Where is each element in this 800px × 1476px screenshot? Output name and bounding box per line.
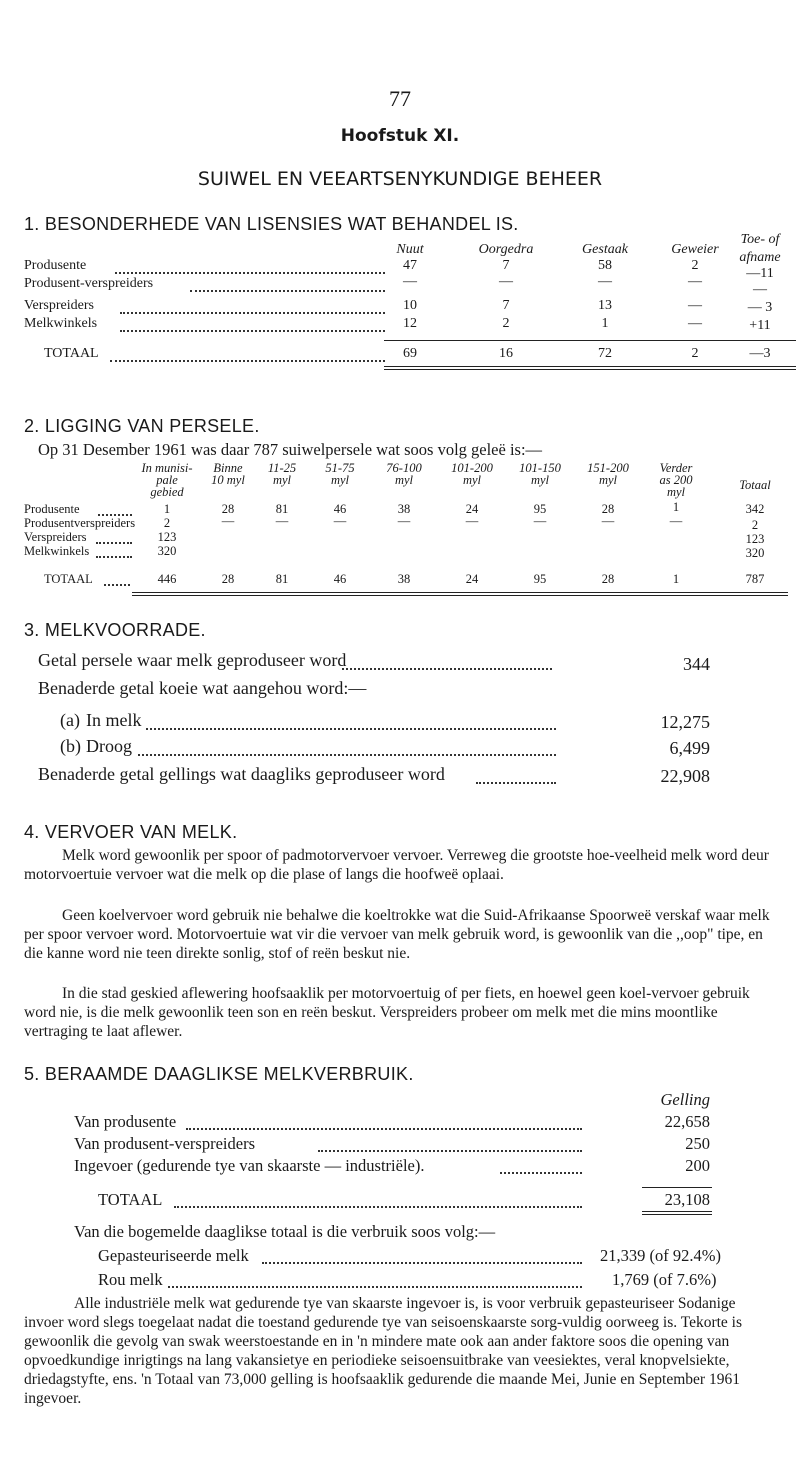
supply-label: Benaderde getal koeie wat aangehou word:— bbox=[38, 678, 367, 698]
paragraph: In die stad geskied aflewering hoofsaaklik per motorvoertuig of per fiets, en hoewel geen koel-vervoer gebruik word nie, is die melk gewoonlik teen son en reën beskut. Verspreiders probeer om melk met die mins moontlike vertraging te laat aflewer. bbox=[24, 985, 750, 1040]
total-cell: 2 bbox=[691, 346, 699, 361]
supply-value: 12,275 bbox=[660, 712, 710, 732]
cell: 58 bbox=[598, 258, 612, 273]
cell: 47 bbox=[403, 258, 417, 273]
col-header: In munisi- pale gebied bbox=[141, 461, 193, 499]
dot-leader bbox=[98, 514, 132, 516]
cell: 342 bbox=[745, 502, 765, 516]
cell: 24 bbox=[465, 502, 479, 516]
row-label: Van produsent-verspreiders bbox=[74, 1134, 255, 1153]
supply-label: In melk bbox=[86, 710, 142, 730]
cell: — bbox=[688, 274, 702, 289]
row-label: Produsent-verspreiders bbox=[24, 276, 154, 291]
dot-leader bbox=[186, 1128, 582, 1130]
section-intro: Op 31 Desember 1961 was daar 787 suiwelpersele wat soos volg geleë is:— bbox=[38, 440, 543, 459]
rule bbox=[642, 1187, 712, 1188]
total-cell: 787 bbox=[745, 572, 765, 586]
rule bbox=[384, 340, 796, 341]
row-value: 200 bbox=[685, 1156, 710, 1175]
dot-leader bbox=[104, 584, 130, 586]
cell: 10 bbox=[403, 298, 417, 313]
col-header: 11-25 myl bbox=[267, 461, 297, 487]
section-title: 2. LIGGING VAN PERSELE. bbox=[24, 416, 260, 436]
col-header: Totaal bbox=[739, 478, 771, 492]
col-header: Verder as 200 myl bbox=[659, 461, 693, 499]
cell: 123 bbox=[745, 532, 765, 546]
supply-marker: (a) bbox=[60, 710, 80, 730]
dot-leader bbox=[500, 1172, 582, 1174]
cell: — bbox=[333, 514, 347, 528]
total-value: 23,108 bbox=[664, 1190, 710, 1209]
supply-value: 344 bbox=[683, 654, 710, 674]
cell: 2 bbox=[163, 516, 171, 530]
row-value: 250 bbox=[685, 1134, 710, 1153]
cell: 320 bbox=[745, 546, 765, 560]
dot-leader bbox=[96, 556, 132, 558]
cell: 2 bbox=[691, 258, 699, 273]
row-label: Produsente bbox=[24, 258, 87, 273]
total-cell: 46 bbox=[333, 572, 347, 586]
double-rule bbox=[384, 366, 796, 370]
cell: — bbox=[403, 274, 417, 289]
row-label: Verspreiders bbox=[24, 298, 94, 313]
total-cell: 38 bbox=[397, 572, 411, 586]
dot-leader bbox=[120, 312, 385, 314]
col-header: Geweier bbox=[671, 242, 719, 257]
supply-label: Benaderde getal gellings wat daagliks geproduseer word bbox=[38, 764, 445, 784]
cell: 2 bbox=[502, 316, 510, 331]
dot-leader bbox=[342, 668, 552, 670]
double-rule bbox=[642, 1211, 712, 1215]
cell: 320 bbox=[157, 544, 177, 558]
col-header: Oorgedra bbox=[478, 242, 534, 257]
supply-value: 6,499 bbox=[669, 738, 710, 758]
col-header: afname bbox=[739, 250, 781, 265]
total-cell: 16 bbox=[499, 346, 513, 361]
row-label: Melkwinkels bbox=[24, 316, 98, 331]
dot-leader bbox=[138, 754, 556, 756]
cell: 1 bbox=[163, 502, 171, 516]
cell: —11 bbox=[746, 266, 774, 281]
dot-leader bbox=[146, 728, 556, 730]
chapter-heading: Hoofstuk XI. bbox=[340, 126, 460, 146]
section-title: 3. MELKVOORRADE. bbox=[24, 620, 206, 640]
total-cell: —3 bbox=[749, 346, 771, 361]
dot-leader bbox=[96, 542, 132, 544]
dot-leader bbox=[110, 360, 385, 362]
supply-value: 22,908 bbox=[660, 766, 710, 786]
total-cell: 72 bbox=[598, 346, 612, 361]
dot-leader bbox=[115, 272, 385, 274]
section-title: 4. VERVOER VAN MELK. bbox=[24, 822, 238, 842]
col-header: 76-100 myl bbox=[386, 461, 422, 487]
row-value: 22,658 bbox=[664, 1112, 710, 1131]
consumption-value: 21,339 (of 92.4%) bbox=[600, 1246, 721, 1265]
consumption-value: 1,769 (of 7.6%) bbox=[612, 1270, 717, 1289]
col-header: 151-200 myl bbox=[587, 461, 629, 487]
paragraph: Geen koelvervoer word gebruik nie behalwe die koeltrokke wat die Suid-Afrikaanse Spoorweë verskaf waar melk per spoor vervoer word. Motorvoertuie wat vir die vervoer van melk gebruik word, is gewoonlik van die ,,oop" tipe, en die kanne word nie teen direkte sonlig, stof of reën beskut nie. bbox=[24, 907, 770, 962]
cell: 46 bbox=[333, 502, 347, 516]
col-header: Binne 10 myl bbox=[211, 461, 245, 487]
row-label: Van produsente bbox=[74, 1112, 177, 1131]
total-label: TOTAAL bbox=[98, 1190, 163, 1209]
col-header: Gestaak bbox=[582, 242, 628, 257]
total-label: TOTAAL bbox=[44, 346, 99, 361]
unit-header: Gelling bbox=[660, 1090, 710, 1109]
cell: +11 bbox=[749, 318, 771, 333]
dot-leader bbox=[476, 782, 556, 784]
dot-leader bbox=[168, 1286, 582, 1288]
consumption-intro: Van die bogemelde daaglikse totaal is die verbruik soos volg:— bbox=[74, 1222, 496, 1241]
row-label: Produsentverspreiders bbox=[24, 516, 136, 530]
col-header: Nuut bbox=[396, 242, 424, 257]
total-cell: 446 bbox=[157, 572, 177, 586]
cell: — bbox=[753, 282, 767, 297]
supply-label: Droog bbox=[86, 736, 132, 756]
cell: 123 bbox=[157, 530, 177, 544]
col-header: 101-150 myl bbox=[519, 461, 561, 487]
cell: — bbox=[688, 316, 702, 331]
cell: — 3 bbox=[747, 300, 773, 315]
cell: — bbox=[601, 514, 615, 528]
total-label: TOTAAL bbox=[44, 572, 93, 586]
double-rule bbox=[132, 592, 788, 596]
paragraph: Alle industriële melk wat gedurende tye van skaarste ingevoer is, is voor verbruik gepasteuriseer Sodanige invoer word slegs toegelaat nadat die toestand gedurende tye van seisoenskaarste sorg-vuldig oorweeg is. Tekorte is gewoonlik die gevolg van swak weerstoestande en in 'n mindere mate ook aan ander faktore soos die opening van opvoedkundige inrigtings na lang vakansietye en periodieke seisoensuitbrake van veesiektes, veral knopvelsiekte, driedagstyfte, ens. 'n Totaal van 73,000 gelling is hoofsaaklik gedurende die maande Mei, Junie en September 1961 ingevoer. bbox=[24, 1295, 743, 1407]
consumption-label: Gepasteuriseerde melk bbox=[98, 1246, 249, 1265]
dot-leader bbox=[174, 1206, 582, 1208]
cell: — bbox=[669, 514, 683, 528]
consumption-label: Rou melk bbox=[98, 1270, 163, 1289]
cell: 38 bbox=[397, 502, 411, 516]
cell: — bbox=[465, 514, 479, 528]
cell: — bbox=[275, 514, 289, 528]
dot-leader bbox=[318, 1150, 582, 1152]
row-label: Ingevoer (gedurende tye van skaarste — industriële). bbox=[74, 1156, 425, 1175]
main-title: SUIWEL EN VEEARTSENYKUNDIGE BEHEER bbox=[197, 168, 603, 190]
total-cell: 81 bbox=[275, 572, 289, 586]
cell: 7 bbox=[502, 258, 510, 273]
cell: 13 bbox=[598, 298, 612, 313]
paragraph: Melk word gewoonlik per spoor of padmotorvervoer vervoer. Verreweg die grootste hoe-veelheid melk word deur motorvoertuie vervoer wat die melk op die plase of langs die hoofweë oplaai. bbox=[24, 847, 769, 883]
cell: — bbox=[598, 274, 612, 289]
col-header: 101-200 myl bbox=[451, 461, 493, 487]
row-label: Produsente bbox=[24, 502, 80, 516]
cell: — bbox=[397, 514, 411, 528]
total-cell: 28 bbox=[221, 572, 235, 586]
cell: 1 bbox=[672, 500, 680, 514]
cell: — bbox=[533, 514, 547, 528]
cell: 28 bbox=[601, 502, 615, 516]
dot-leader bbox=[262, 1262, 582, 1264]
total-cell: 95 bbox=[533, 572, 547, 586]
cell: — bbox=[688, 298, 702, 313]
page-number: 77 bbox=[389, 86, 411, 111]
cell: 81 bbox=[275, 502, 289, 516]
row-label: Verspreiders bbox=[24, 530, 87, 544]
cell: 2 bbox=[751, 518, 759, 532]
dot-leader bbox=[120, 330, 385, 332]
section-title: 5. BERAAMDE DAAGLIKSE MELKVERBRUIK. bbox=[24, 1064, 414, 1084]
cell: — bbox=[499, 274, 513, 289]
cell: 1 bbox=[601, 316, 609, 331]
cell: 7 bbox=[502, 298, 510, 313]
cell: 12 bbox=[403, 316, 417, 331]
cell: 95 bbox=[533, 502, 547, 516]
dot-leader bbox=[190, 290, 385, 292]
total-cell: 1 bbox=[672, 572, 680, 586]
cell: 28 bbox=[221, 502, 235, 516]
col-header: 51-75 myl bbox=[325, 461, 355, 487]
total-cell: 69 bbox=[403, 346, 417, 361]
section-title: 1. BESONDERHEDE VAN LISENSIES WAT BEHANDEL IS. bbox=[24, 214, 519, 234]
total-cell: 28 bbox=[601, 572, 615, 586]
row-label: Melkwinkels bbox=[24, 544, 90, 558]
supply-label: Getal persele waar melk geproduseer word bbox=[38, 650, 347, 670]
supply-marker: (b) bbox=[60, 736, 81, 756]
col-header: Toe- of bbox=[740, 232, 780, 247]
cell: — bbox=[221, 514, 235, 528]
total-cell: 24 bbox=[465, 572, 479, 586]
